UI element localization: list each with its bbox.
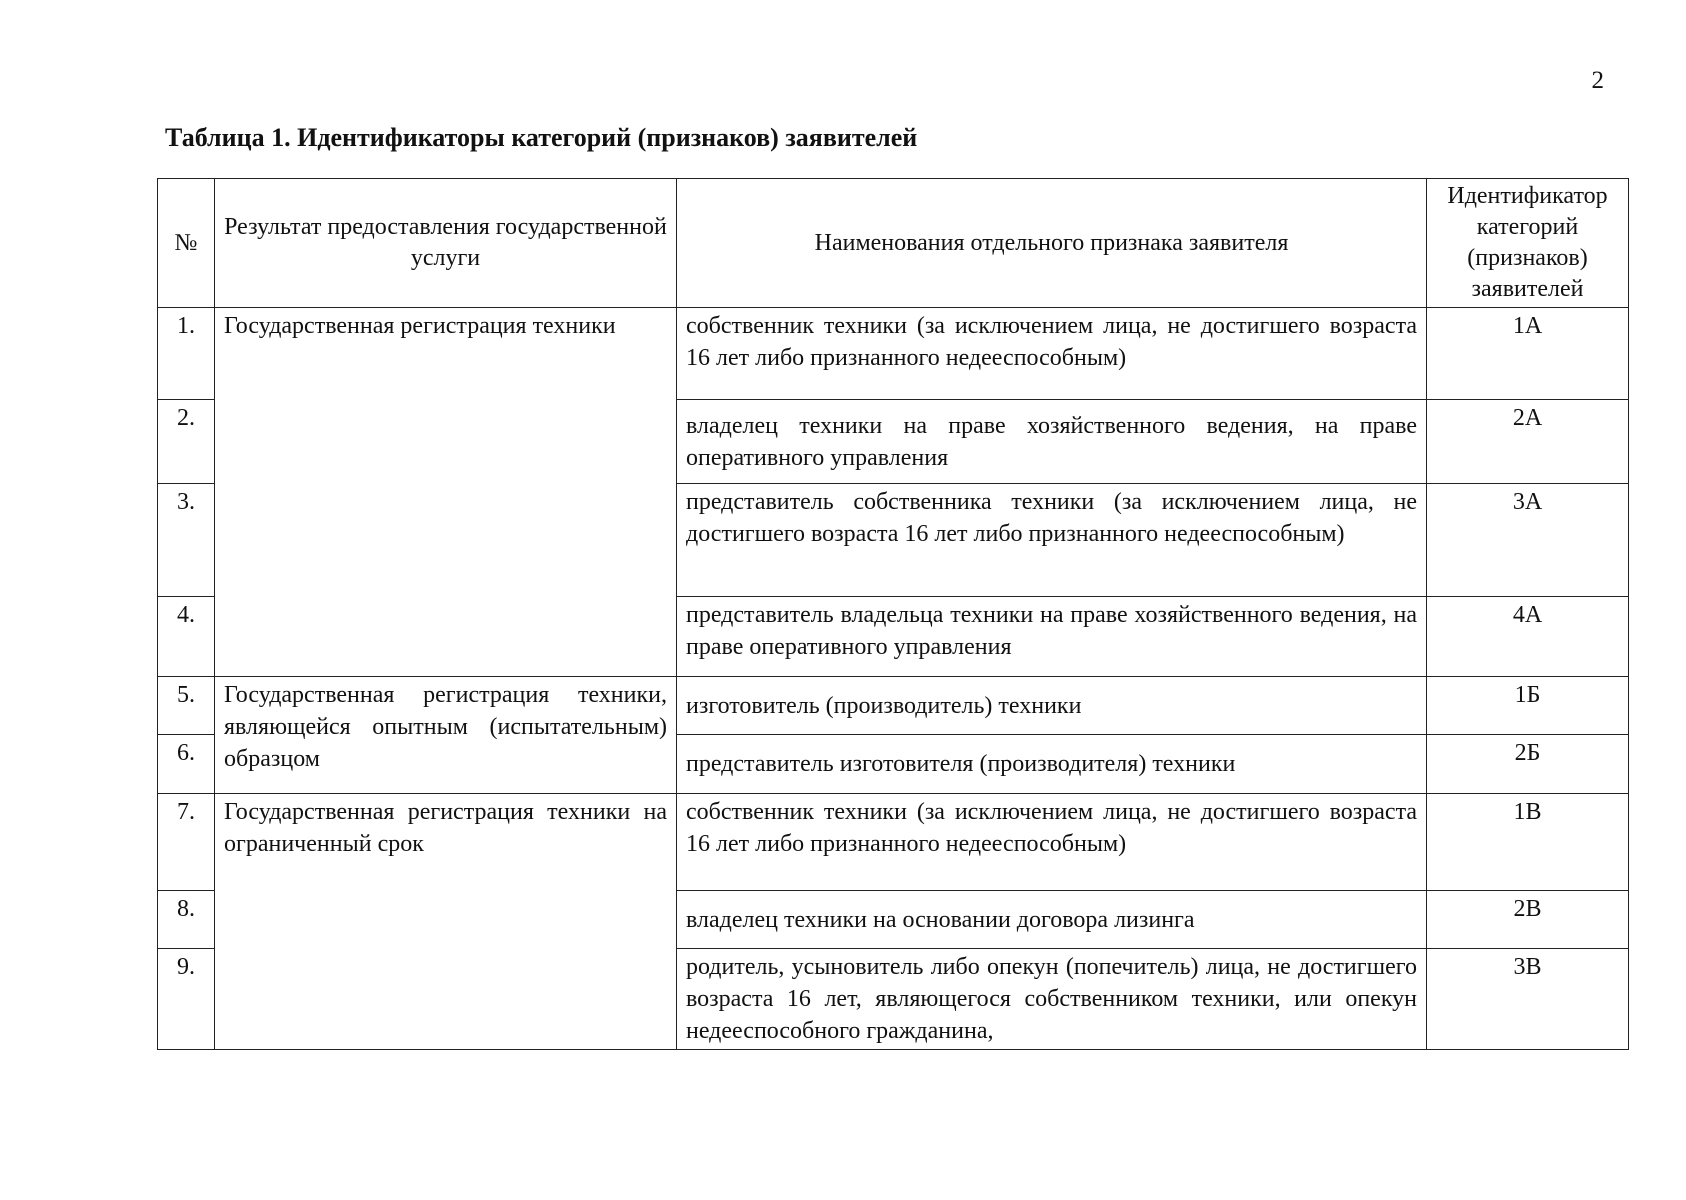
- identifier-cell: 1А: [1427, 308, 1629, 400]
- result-cell: Государственная регистрация техники, являющейся опытным (испытательным) образцом: [215, 677, 677, 794]
- table-row: [158, 677, 1629, 735]
- row-number: 1.: [158, 308, 215, 400]
- page-number: 2: [1591, 67, 1604, 94]
- identifier-cell: 2Б: [1427, 735, 1629, 794]
- header-num: №: [158, 179, 215, 308]
- header-feature: Наименования отдельного признака заявителя: [677, 179, 1427, 308]
- identifier-cell: 1Б: [1427, 677, 1629, 735]
- feature-cell: представитель собственника техники (за исключением лица, не достигшего возраста 16 лет либо признанного недееспособным): [677, 484, 1427, 597]
- feature-cell: родитель, усыновитель либо опекун (попечитель) лица, не достигшего возраста 16 лет, являющегося собственником техники, или опекун недееспособного гражданина,: [677, 949, 1427, 1050]
- row-number: 7.: [158, 794, 215, 891]
- identifier-cell: 1В: [1427, 794, 1629, 891]
- row-number: 9.: [158, 949, 215, 1050]
- feature-cell: собственник техники (за исключением лица, не достигшего возраста 16 лет либо признанного недееспособным): [677, 308, 1427, 400]
- row-number: 5.: [158, 677, 215, 735]
- row-number: 4.: [158, 597, 215, 677]
- feature-cell: представитель владельца техники на праве хозяйственного ведения, на праве оперативного управления: [677, 597, 1427, 677]
- table-row: [158, 794, 1629, 891]
- identifier-cell: 4А: [1427, 597, 1629, 677]
- header-result: Результат предоставления государственной услуги: [215, 179, 677, 308]
- feature-cell: собственник техники (за исключением лица, не достигшего возраста 16 лет либо признанного недееспособным): [677, 794, 1427, 891]
- feature-cell: владелец техники на праве хозяйственного ведения, на праве оперативного управления: [677, 400, 1427, 484]
- feature-cell: владелец техники на основании договора лизинга: [677, 891, 1427, 949]
- row-number: 6.: [158, 735, 215, 794]
- feature-cell: изготовитель (производитель) техники: [677, 677, 1427, 735]
- row-number: 3.: [158, 484, 215, 597]
- row-number: 8.: [158, 891, 215, 949]
- table-header-row: [158, 179, 1629, 308]
- result-cell: Государственная регистрация техники на ограниченный срок: [215, 794, 677, 1050]
- feature-cell: представитель изготовителя (производителя) техники: [677, 735, 1427, 794]
- applicant-categories-table: [157, 178, 1629, 1050]
- table-title: Таблица 1. Идентификаторы категорий (признаков) заявителей: [165, 123, 918, 152]
- identifier-cell: 3В: [1427, 949, 1629, 1050]
- header-identifier: Идентификатор категорий (признаков) заявителей: [1427, 179, 1629, 308]
- identifier-cell: 3А: [1427, 484, 1629, 597]
- identifier-cell: 2А: [1427, 400, 1629, 484]
- table-row: [158, 308, 1629, 400]
- identifier-cell: 2В: [1427, 891, 1629, 949]
- row-number: 2.: [158, 400, 215, 484]
- result-cell: Государственная регистрация техники: [215, 308, 677, 677]
